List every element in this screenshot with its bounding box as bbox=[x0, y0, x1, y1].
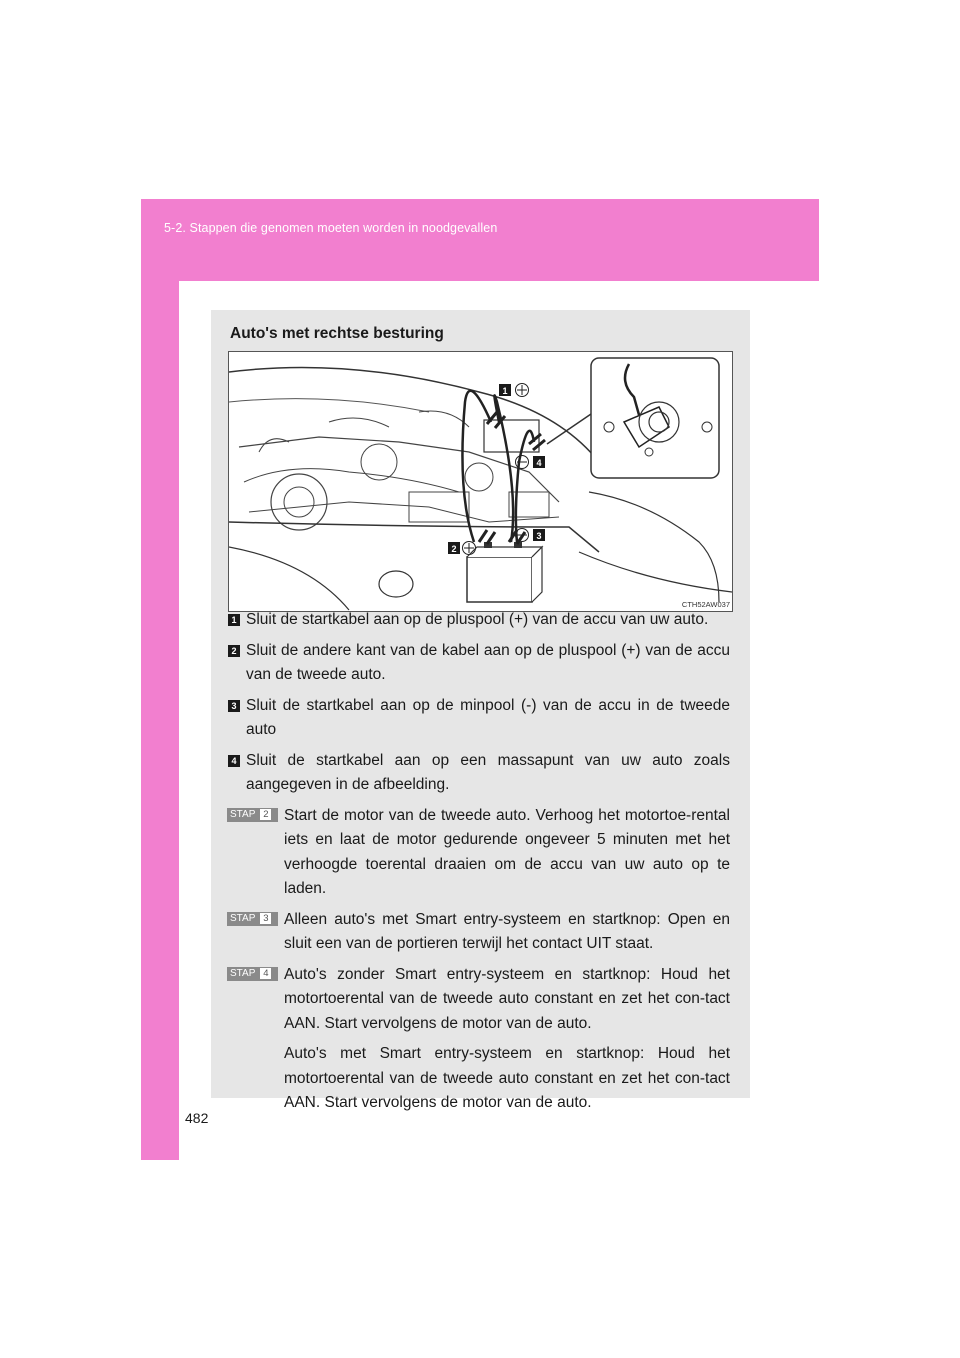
jump-start-illustration bbox=[228, 351, 733, 612]
step-text: Start de motor van de tweede auto. Verhoog het motortoe-rental iets en laat de motor gedurende ongeveer 5 minuten met het verhoogde toerental draaien om de accu van uw auto op te laden. bbox=[284, 806, 730, 897]
engine-bay-drawing bbox=[229, 352, 732, 611]
sub-step-badge: 4 bbox=[228, 755, 240, 767]
callout-1: 1 bbox=[502, 386, 508, 396]
step-3 bbox=[211, 908, 750, 957]
section-title-header: 5-2. Stappen die genomen moeten worden in noodgevallen bbox=[164, 221, 498, 235]
step-4-continuation bbox=[211, 1042, 750, 1116]
sub-step-text: Sluit de andere kant van de kabel aan op de pluspool (+) van de accu van de tweede auto. bbox=[246, 641, 730, 683]
panel-title: Auto's met rechtse besturing bbox=[230, 325, 444, 342]
callout-4: 4 bbox=[536, 458, 542, 468]
step-badge-number: 4 bbox=[260, 968, 271, 979]
step-badge-label: STAP bbox=[230, 808, 256, 820]
sub-step-text: Sluit de startkabel aan op de pluspool (+) van de accu van uw auto. bbox=[246, 611, 709, 628]
content-panel bbox=[211, 310, 750, 1111]
instruction-list bbox=[211, 608, 750, 1122]
step-badge bbox=[227, 967, 278, 981]
page-number: 482 bbox=[185, 1110, 209, 1126]
section-header bbox=[141, 199, 819, 281]
step-text: Alleen auto's met Smart entry-systeem en startknop: Open en sluit een van de portieren terwijl het contact UIT staat. bbox=[284, 910, 730, 952]
step-2 bbox=[211, 804, 750, 902]
step-4 bbox=[211, 963, 750, 1037]
step-badge bbox=[227, 808, 278, 822]
sub-step-3 bbox=[211, 694, 750, 743]
step-badge bbox=[227, 912, 278, 926]
callout-2: 2 bbox=[451, 544, 457, 554]
sub-step-text: Sluit de startkabel aan op de minpool (-) van de accu in de tweede auto bbox=[246, 696, 730, 738]
sub-step-badge: 1 bbox=[228, 614, 240, 626]
step-text: Auto's zonder Smart entry-systeem en startknop: Houd het motortoerental van de tweede auto constant en zet het con-tact AAN. Start vervolgens de motor van de auto. bbox=[284, 965, 730, 1032]
sub-step-1 bbox=[211, 608, 750, 633]
sub-step-text: Sluit de startkabel aan op een massapunt van uw auto zoals aangegeven in de afbeelding. bbox=[246, 751, 730, 793]
sub-step-2 bbox=[211, 639, 750, 688]
sub-step-badge: 2 bbox=[228, 645, 240, 657]
callout-3: 3 bbox=[536, 531, 542, 541]
sub-step-badge: 3 bbox=[228, 700, 240, 712]
step-badge-number: 2 bbox=[260, 809, 271, 820]
side-tab bbox=[141, 281, 179, 1160]
step-text: Auto's met Smart entry-systeem en startknop: Houd het motortoerental van de tweede auto constant en zet het con-tact AAN. Start vervolgens de motor van de auto. bbox=[284, 1045, 730, 1111]
figure-code: CTH52AW037 bbox=[681, 600, 730, 609]
step-badge-label: STAP bbox=[230, 912, 256, 924]
step-badge-label: STAP bbox=[230, 967, 256, 979]
sub-step-4 bbox=[211, 749, 750, 798]
step-badge-number: 3 bbox=[260, 913, 271, 924]
